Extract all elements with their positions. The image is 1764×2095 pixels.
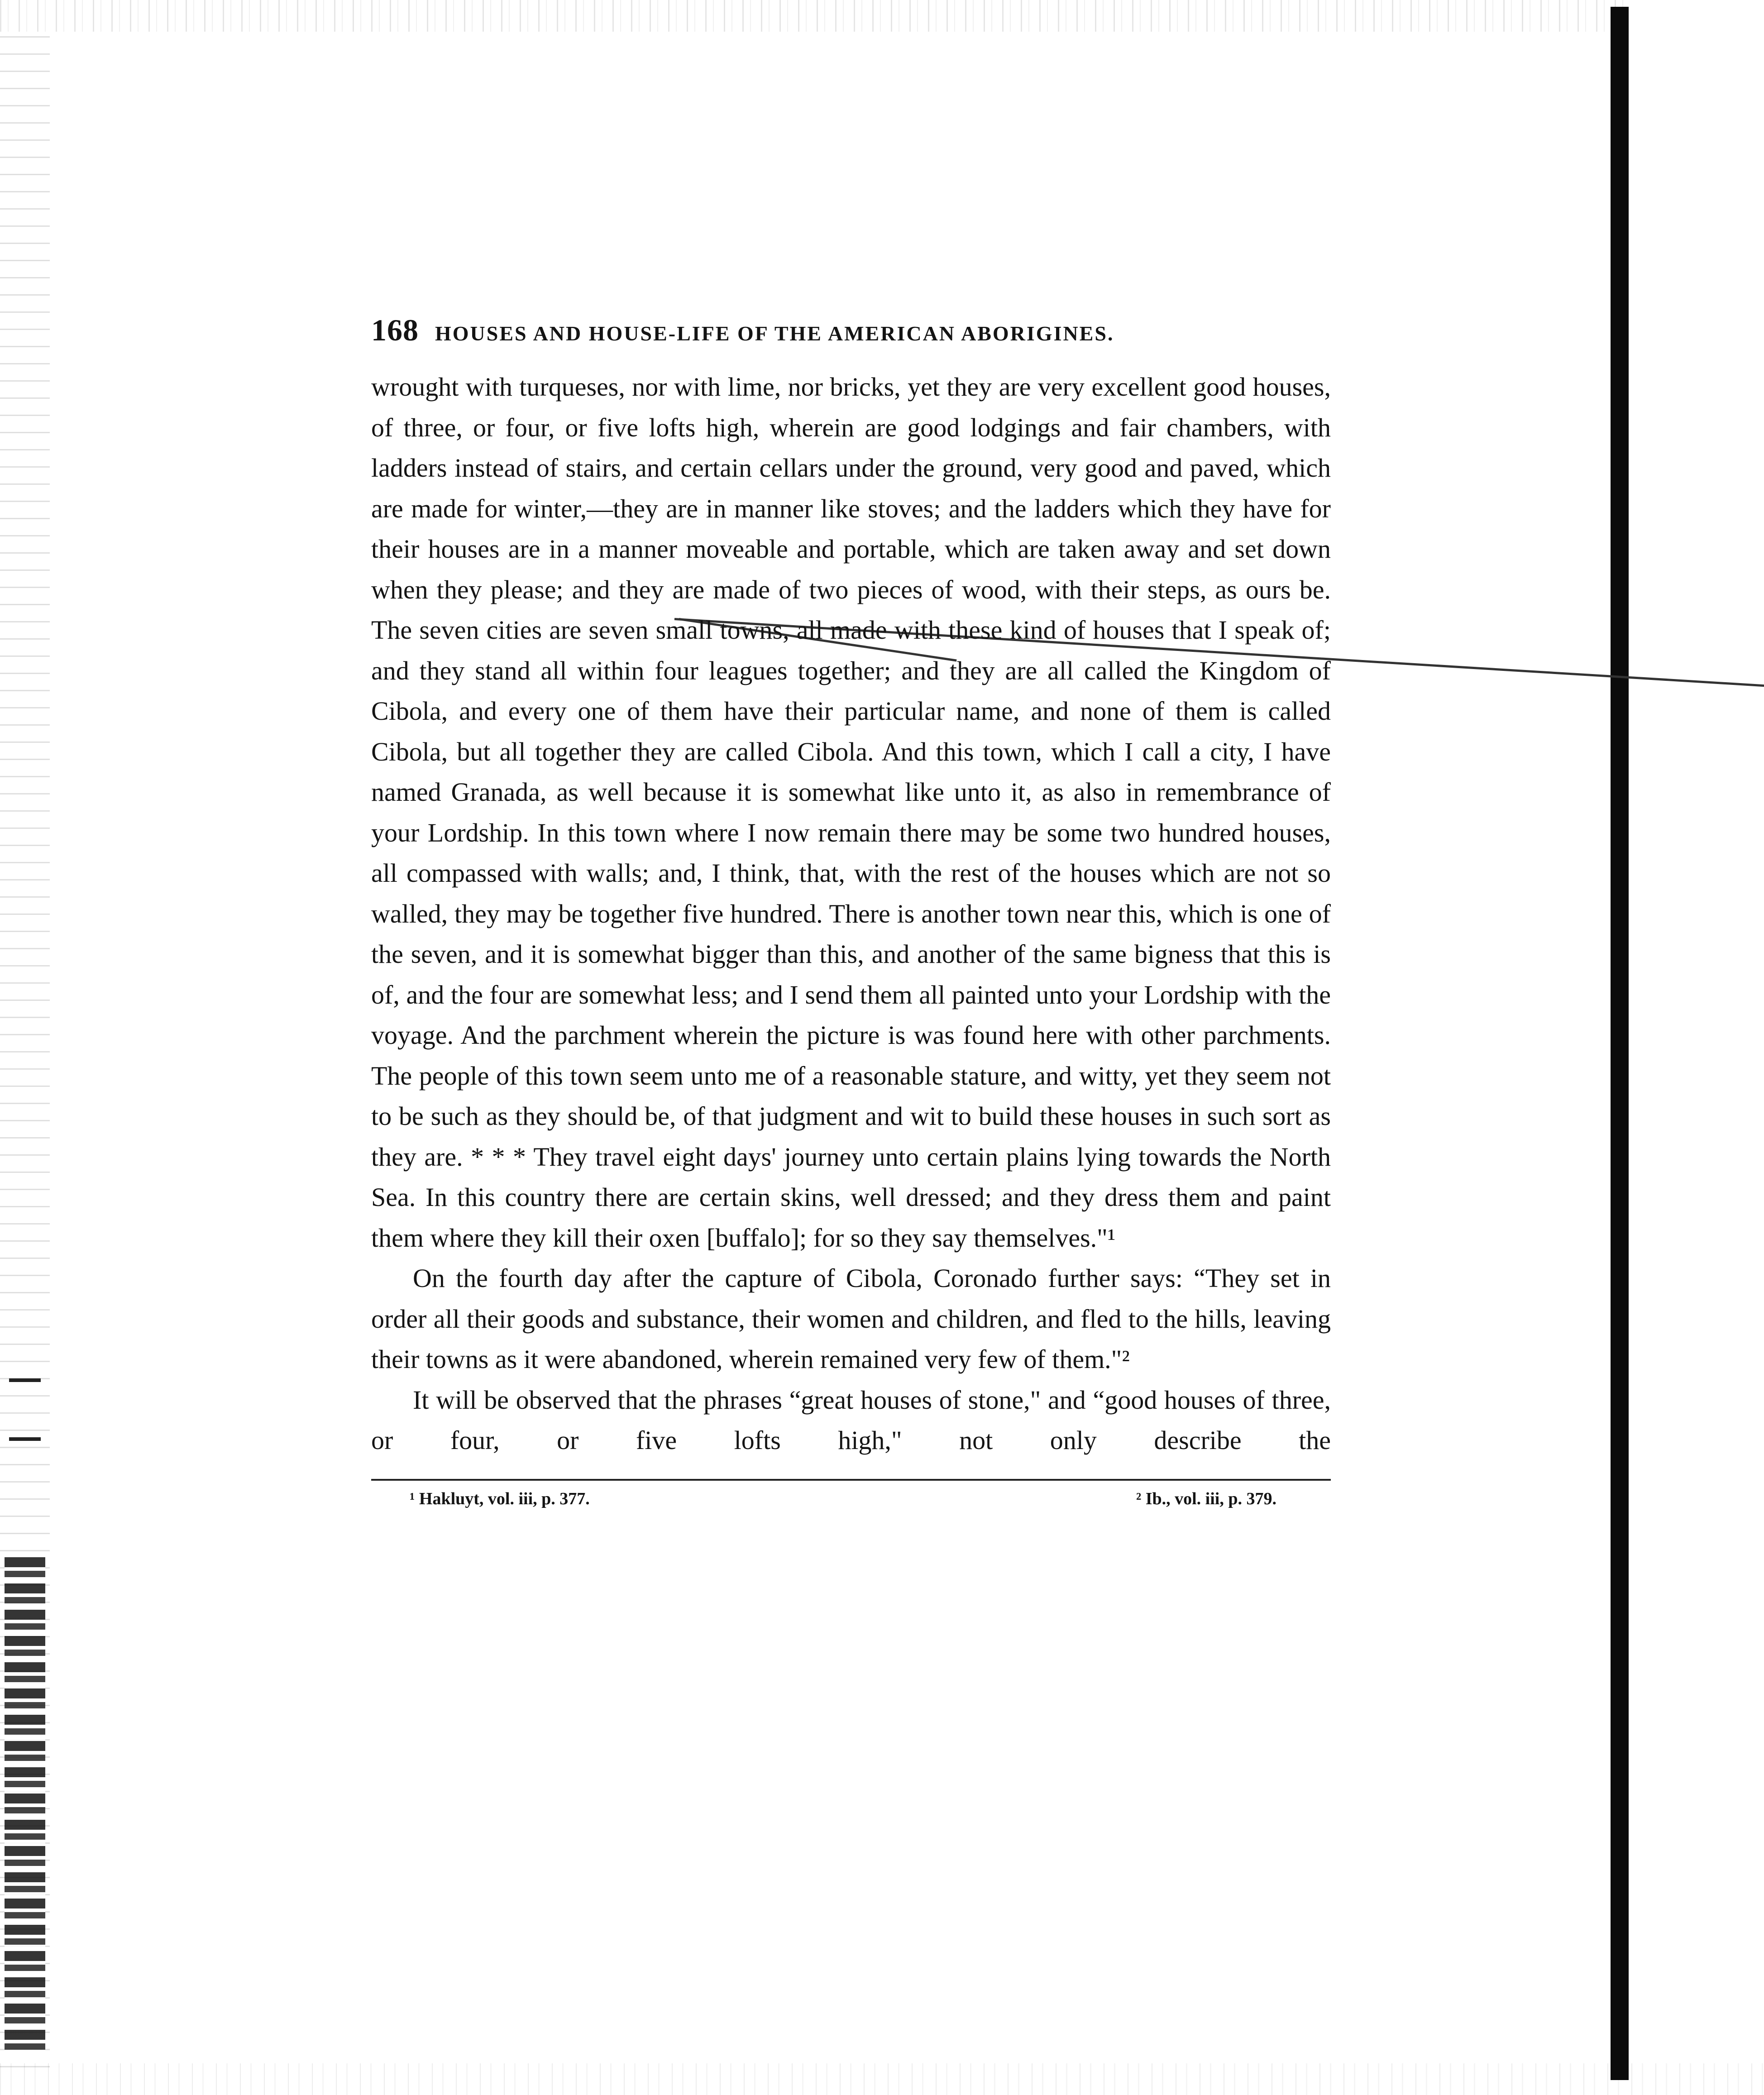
running-title: HOUSES AND HOUSE-LIFE OF THE AMERICAN ABORIGINES. [435,322,1114,345]
footnote-1: ¹ Hakluyt, vol. iii, p. 377. [410,1489,590,1508]
scan-top-edge-noise [0,0,1630,32]
scan-left-binding-marks [5,1557,45,2055]
book-page [371,312,1331,1521]
paragraph-letter-quote: wrought with turqueses, nor with lime, nor bricks, yet they are very excellent good houses, of three, or four, or five lofts high, wherein are good lodgings and fair chambers, with ladders instead of stairs, and certain cellars under the ground, very good and paved, which are made for winter,—they are in manner like stoves; and the ladders which they have for their houses are in a manner moveable and portable, which are taken away and set down when they please; and they are made of two pieces of wood, with their steps, as ours be. The seven cities are seven small towns, all made with these kind of houses that I speak of; and they stand all within four leagues together; and they are all called the Kingdom of Cibola, and every one of them have their particular name, and none of them is called Cibola, but all together they are called Cibola. And this town, which I call a city, I have named Granada, as well because it is somewhat like unto it, as also in remembrance of your Lordship. In this town where I now remain there may be some two hundred houses, all compassed with walls; and, I think, that, with the rest of the houses which are not so walled, they may be together five hundred. There is another town near this, which is one of the seven, and it is somewhat bigger than this, and another of the same bigness that this is of, and the four are somewhat less; and I send them all painted unto your Lordship with the voyage. And the parchment wherein the picture is was found here with other parchments. The people of this town seem unto me of a reasonable stature, and witty, yet they seem not to be such as they should be, of that judgment and wit to build these houses in such sort as they are. * * * They travel eight days' journey unto certain plains lying towards the North Sea. In this country there are certain skins, well dressed; and they dress them and paint them where they kill their oxen [buffalo]; for so they say themselves."¹ [371,372,1331,1253]
scan-binding-shadow [1611,7,1629,2080]
footnotes [371,1489,1331,1521]
page-number: 168 [371,313,419,347]
paragraph-observation: It will be observed that the phrases “great houses of stone," and “good houses of three, or four, or five lofts high," not only describe the [371,1385,1331,1455]
scan-left-tick [9,1378,41,1382]
scan-left-tick [9,1437,41,1441]
scan-bottom-edge-noise [0,2063,1764,2095]
paragraph-coronado: On the fourth day after the capture of Cibola, Coronado further says: “They set in order all their goods and substance, their women and children, and fled to the hills, leaving their towns as it were abandoned, wherein remained very few of them."² [371,1263,1331,1374]
running-head [371,312,1331,367]
footnote-2: ² Ib., vol. iii, p. 379. [1136,1489,1276,1508]
footnote-rule [371,1479,1331,1481]
